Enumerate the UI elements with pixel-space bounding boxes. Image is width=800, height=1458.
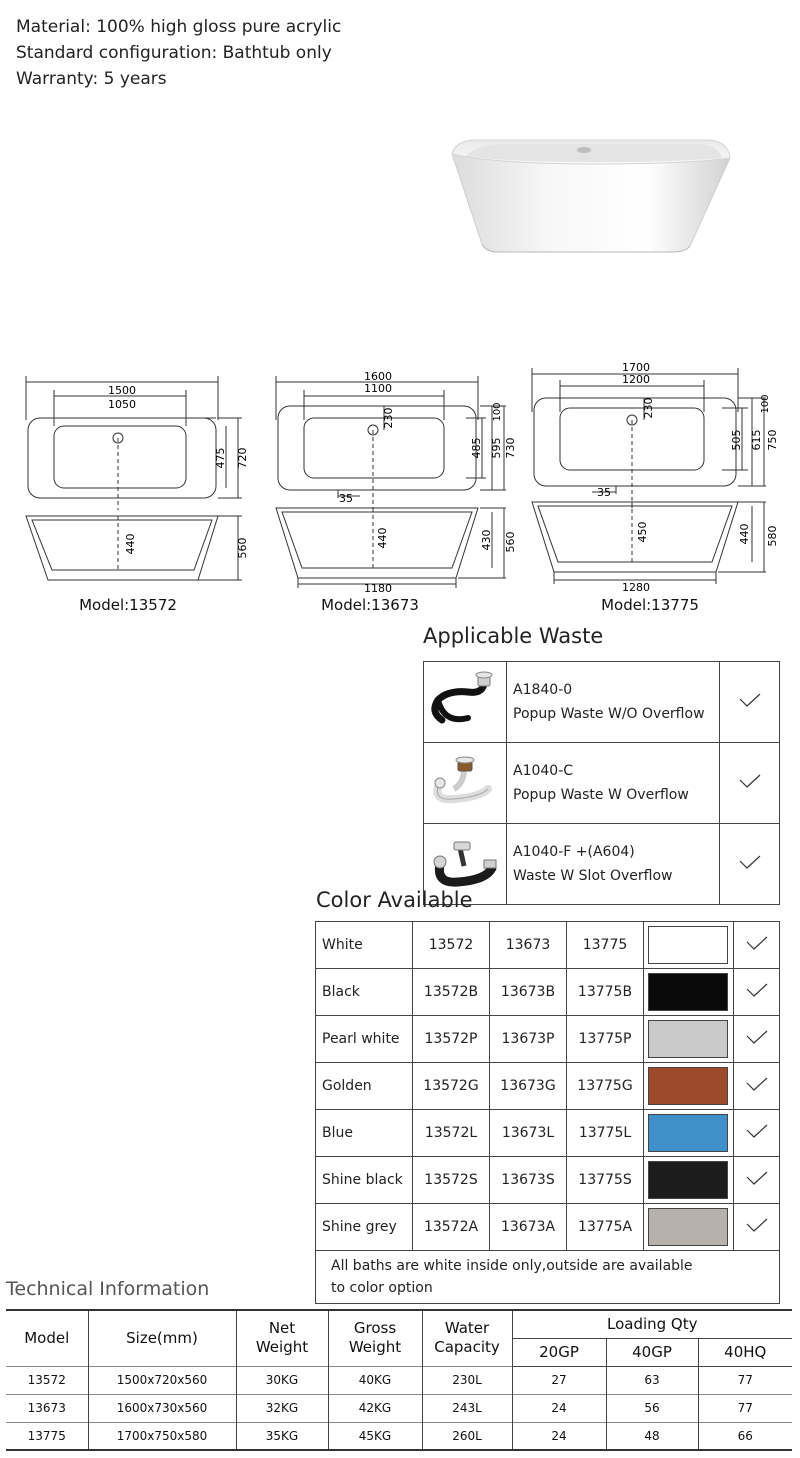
color-swatch: [648, 1208, 728, 1246]
tech-cell-gp20: 27: [512, 1366, 606, 1394]
tech-cell-water: 260L: [422, 1422, 512, 1450]
waste-code: A1840-0: [513, 682, 573, 698]
checkmark-icon: [739, 774, 761, 788]
tech-cell-gross: 45KG: [328, 1422, 422, 1450]
waste-desc: Popup Waste W Overflow: [513, 787, 689, 803]
checkmark-icon: [746, 1124, 768, 1138]
waste-table: [423, 661, 780, 905]
model-code-13572: 13572: [413, 922, 490, 969]
model-code-13572: 13572P: [413, 1016, 490, 1063]
color-row: [316, 1063, 780, 1110]
color-name: Pearl white: [316, 1016, 413, 1063]
color-row: [316, 1110, 780, 1157]
checkmark-icon: [739, 693, 761, 707]
color-note-row: [316, 1251, 780, 1304]
tech-cell-hq40: 77: [698, 1394, 792, 1422]
tech-cell-size: 1700x750x580: [88, 1422, 236, 1450]
model-code-13775: 13775P: [567, 1016, 644, 1063]
dim-top-inner: 1050: [108, 398, 136, 411]
dim-elev-inner: 430: [480, 529, 493, 551]
tech-cell-gross: 42KG: [328, 1394, 422, 1422]
tech-cell-gross: 40KG: [328, 1366, 422, 1394]
model-code-13775: 13775B: [567, 969, 644, 1016]
model-code-13572: 13572A: [413, 1204, 490, 1251]
drawing-13775: [526, 360, 788, 592]
popup-waste-white-icon: [424, 743, 506, 819]
color-note-line1: All baths are white inside only,outside are available: [331, 1258, 693, 1274]
model-label-13673: Model:13673: [321, 596, 419, 614]
tech-cell-gp20: 24: [512, 1394, 606, 1422]
col-gross-weight: [328, 1310, 422, 1366]
tech-cell-gp20: 24: [512, 1422, 606, 1450]
color-row: [316, 1204, 780, 1251]
tech-cell-size: 1500x720x560: [88, 1366, 236, 1394]
dim-base: 1180: [364, 582, 392, 592]
warranty-spec: Warranty: 5 years: [16, 69, 167, 89]
technical-drawings: [0, 360, 800, 630]
water-line1: Water: [444, 1319, 490, 1338]
dim-top-outer: 1500: [108, 384, 136, 397]
checkmark-icon: [746, 936, 768, 950]
tech-cell-net: 30KG: [236, 1366, 328, 1394]
tech-cell-gp40: 63: [606, 1366, 698, 1394]
dim-side-outer: 750: [766, 429, 779, 451]
waste-code: A1040-C: [513, 763, 574, 779]
dim-side-b: 485: [470, 437, 483, 459]
dim-side-inner: 475: [214, 447, 227, 469]
dim-corner: 35: [597, 486, 611, 499]
color-name: Shine black: [316, 1157, 413, 1204]
color-swatch: [648, 1067, 728, 1105]
dim-side-b: 505: [730, 429, 743, 451]
model-code-13775: 13775A: [567, 1204, 644, 1251]
waste-row: [424, 743, 780, 824]
tech-cell-water: 230L: [422, 1366, 512, 1394]
color-name: Blue: [316, 1110, 413, 1157]
model-code-13572: 13572B: [413, 969, 490, 1016]
tech-header-row: [6, 1310, 792, 1338]
tech-cell-net: 32KG: [236, 1394, 328, 1422]
color-note-line2: to color option: [331, 1280, 433, 1296]
model-code-13673: 13673L: [490, 1110, 567, 1157]
model-label-13775: Model:13775: [601, 596, 699, 614]
checkmark-icon: [746, 1077, 768, 1091]
checkmark-icon: [746, 1171, 768, 1185]
dim-elev-height: 580: [766, 525, 779, 547]
color-row: [316, 1157, 780, 1204]
drawing-13572: [20, 360, 260, 592]
gross-line1: Gross: [353, 1319, 397, 1338]
dim-side-c: 615: [750, 429, 763, 451]
color-name: Golden: [316, 1063, 413, 1110]
color-swatch: [648, 1114, 728, 1152]
model-code-13673: 13673B: [490, 969, 567, 1016]
col-size: Size(mm): [88, 1310, 236, 1366]
model-label-13572: Model:13572: [79, 596, 177, 614]
model-code-13572: 13572G: [413, 1063, 490, 1110]
model-code-13673: 13673A: [490, 1204, 567, 1251]
dim-side-c: 595: [490, 437, 503, 459]
tech-cell-hq40: 77: [698, 1366, 792, 1394]
color-swatch: [648, 1161, 728, 1199]
waste-row: [424, 662, 780, 743]
waste-code: A1040-F +(A604): [513, 844, 635, 860]
dim-side-a: 100: [760, 394, 771, 414]
material-spec: Material: 100% high gloss pure acrylic: [16, 17, 342, 37]
dim-drain-offset: 230: [642, 397, 655, 419]
waste-row: [424, 824, 780, 905]
color-name: White: [316, 922, 413, 969]
drawing-13673: [268, 360, 518, 592]
configuration-spec: Standard configuration: Bathtub only: [16, 43, 332, 63]
tech-cell-hq40: 66: [698, 1422, 792, 1450]
technical-table: [6, 1309, 792, 1451]
dim-top-outer: 1700: [622, 361, 650, 374]
dim-top-inner: 1100: [364, 382, 392, 395]
model-code-13572: 13572L: [413, 1110, 490, 1157]
color-row: [316, 922, 780, 969]
color-name: Black: [316, 969, 413, 1016]
technical-information-title: Technical Information: [6, 1278, 210, 1300]
dim-top-outer: 1600: [364, 370, 392, 383]
model-code-13572: 13572S: [413, 1157, 490, 1204]
col-40gp: 40GP: [606, 1338, 698, 1366]
net-line1: Net: [268, 1319, 296, 1338]
tech-cell-model: 13572: [6, 1366, 88, 1394]
tech-cell-size: 1600x730x560: [88, 1394, 236, 1422]
dim-top-inner: 1200: [622, 373, 650, 386]
gross-line2: Weight: [348, 1338, 402, 1357]
net-line2: Weight: [255, 1338, 309, 1357]
dim-side-a: 100: [492, 402, 503, 422]
dim-elev-depth: 440: [376, 527, 389, 549]
tech-row: [6, 1394, 792, 1422]
dim-elev-height: 560: [236, 537, 249, 559]
product-specs: [16, 14, 341, 92]
col-40hq: 40HQ: [698, 1338, 792, 1366]
dim-elev-inner: 440: [738, 523, 751, 545]
dim-elev-depth: 440: [124, 533, 137, 555]
tech-cell-gp40: 48: [606, 1422, 698, 1450]
col-water-capacity: [422, 1310, 512, 1366]
tech-cell-water: 243L: [422, 1394, 512, 1422]
model-code-13775: 13775S: [567, 1157, 644, 1204]
tech-cell-net: 35KG: [236, 1422, 328, 1450]
dim-side-outer: 730: [504, 437, 517, 459]
tech-row: [6, 1422, 792, 1450]
model-code-13775: 13775G: [567, 1063, 644, 1110]
checkmark-icon: [746, 983, 768, 997]
model-code-13673: 13673G: [490, 1063, 567, 1110]
dim-corner: 35: [339, 492, 353, 505]
color-swatch: [648, 926, 728, 964]
model-code-13775: 13775L: [567, 1110, 644, 1157]
dim-side-outer: 720: [236, 447, 249, 469]
checkmark-icon: [746, 1218, 768, 1232]
checkmark-icon: [739, 855, 761, 869]
dim-drain-offset: 230: [382, 407, 395, 429]
col-model: Model: [24, 1328, 70, 1347]
color-row: [316, 969, 780, 1016]
dim-elev-height: 560: [504, 531, 517, 553]
color-swatch: [648, 973, 728, 1011]
col-20gp: 20GP: [512, 1338, 606, 1366]
tech-cell-model: 13673: [6, 1394, 88, 1422]
waste-desc: Popup Waste W/O Overflow: [513, 706, 705, 722]
tech-cell-gp40: 56: [606, 1394, 698, 1422]
dim-elev-depth: 450: [636, 521, 649, 543]
col-loading-qty: Loading Qty: [512, 1310, 792, 1338]
color-row: [316, 1016, 780, 1063]
model-code-13673: 13673S: [490, 1157, 567, 1204]
color-swatch: [648, 1020, 728, 1058]
checkmark-icon: [746, 1030, 768, 1044]
model-code-13673: 13673: [490, 922, 567, 969]
color-available-title: Color Available: [316, 888, 473, 912]
col-net-weight: [236, 1310, 328, 1366]
model-code-13673: 13673P: [490, 1016, 567, 1063]
waste-desc: Waste W Slot Overflow: [513, 868, 673, 884]
color-name: Shine grey: [316, 1204, 413, 1251]
model-code-13775: 13775: [567, 922, 644, 969]
applicable-waste-title: Applicable Waste: [423, 624, 604, 648]
bathtub-photo: [446, 134, 736, 264]
dim-base: 1280: [622, 581, 650, 592]
color-table: [315, 921, 780, 1304]
water-line2: Capacity: [434, 1338, 500, 1357]
tech-row: [6, 1366, 792, 1394]
tech-cell-model: 13775: [6, 1422, 88, 1450]
popup-waste-black-icon: [424, 662, 506, 738]
